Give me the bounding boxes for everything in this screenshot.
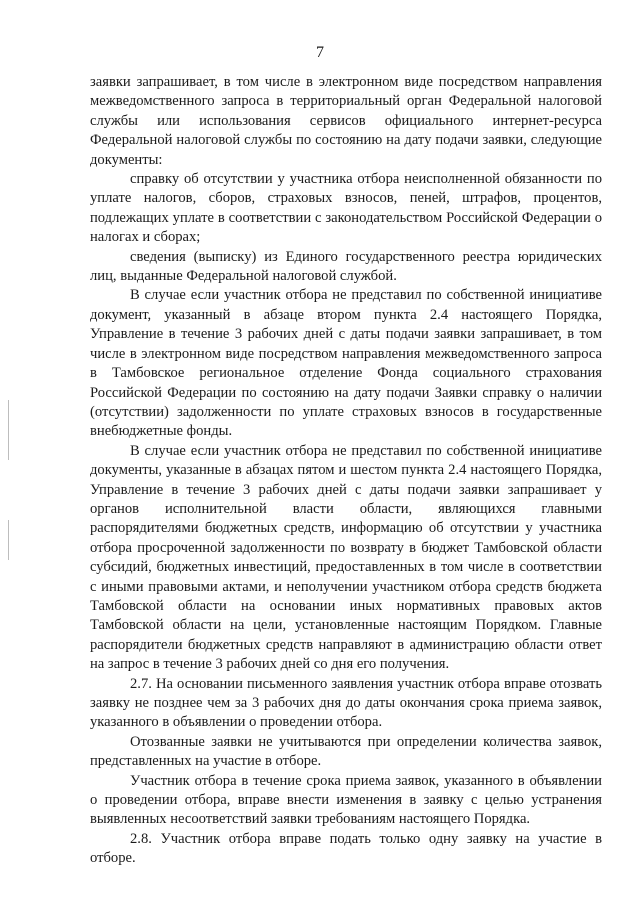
paragraph: Отозванные заявки не учитываются при определении количества заявок, представленных на участие в отборе. bbox=[90, 733, 602, 770]
body-text bbox=[90, 73, 602, 869]
paragraph: В случае если участник отбора не представил по собственной инициативе документ, указанный в абзаце втором пункта 2.4 настоящего Порядка, Управление в течение 3 рабочих дней с даты подачи заявки запрашивает, в том числе в электронном виде посредством направления межведомственного запроса в Тамбовское региональное отделение Фонда социального страхования Российской Федерации по состоянию на дату подачи Заявки справку о наличии (отсутствии) задолженности по уплате страховых взносов в государственные внебюджетные фонды. bbox=[90, 287, 602, 440]
paragraph: В случае если участник отбора не представил по собственной инициативе документы, указанные в абзацах пятом и шестом пункта 2.4 настоящего Порядка, Управление в течение 3 рабочих дней с даты подачи заявки запрашивает у органов исполнительной власти области, являющихся главными распорядителями бюджетных средств, информацию об отсутствии у участника отбора просроченной задолженности по возврату в бюджет Тамбовской области субсидий, бюджетных инвестиций, предоставленных в том числе в соответствии с иными правовыми актами, и неполучении участником отбора средств бюджета Тамбовской области на основании иных нормативных правовых актов Тамбовской области на цели, установленные настоящим Порядком. Главные распорядители бюджетных средств направляют в администрацию области ответ на запрос в течение 3 рабочих дней со дня его получения. bbox=[90, 442, 602, 673]
paragraph: 2.8. Участник отбора вправе подать только одну заявку на участие в отборе. bbox=[90, 830, 602, 867]
paragraph: справку об отсутствии у участника отбора неисполненной обязанности по уплате налогов, сборов, страховых взносов, пеней, штрафов, процентов, подлежащих уплате в соответствии с законодательством Российской Федерации о налогах и сборах; bbox=[90, 171, 602, 246]
page-number: 7 bbox=[316, 44, 324, 61]
scan-artifact bbox=[8, 400, 9, 460]
paragraph: 2.7. На основании письменного заявления участник отбора вправе отозвать заявку не позднее чем за 3 рабочих дня до даты окончания срока приема заявок, указанного в объявлении о проведении отбора. bbox=[90, 675, 602, 731]
scan-artifact bbox=[8, 520, 9, 560]
paragraph: заявки запрашивает, в том числе в электронном виде посредством направления межведомственного запроса в территориальный орган Федеральной налоговой службы или использования сервисов официального интернет-ресурса Федеральной налоговой службы по состоянию на дату подачи заявки, следующие документы: bbox=[90, 74, 602, 168]
paragraph: Участник отбора в течение срока приема заявок, указанного в объявлении о проведении отбора, вправе внести изменения в заявку с целью устранения выявленных несоответствий заявки требованиям настоящего Порядка. bbox=[90, 772, 602, 828]
paragraph: сведения (выписку) из Единого государственного реестра юридических лиц, выданные Федеральной налоговой службой. bbox=[90, 248, 602, 285]
